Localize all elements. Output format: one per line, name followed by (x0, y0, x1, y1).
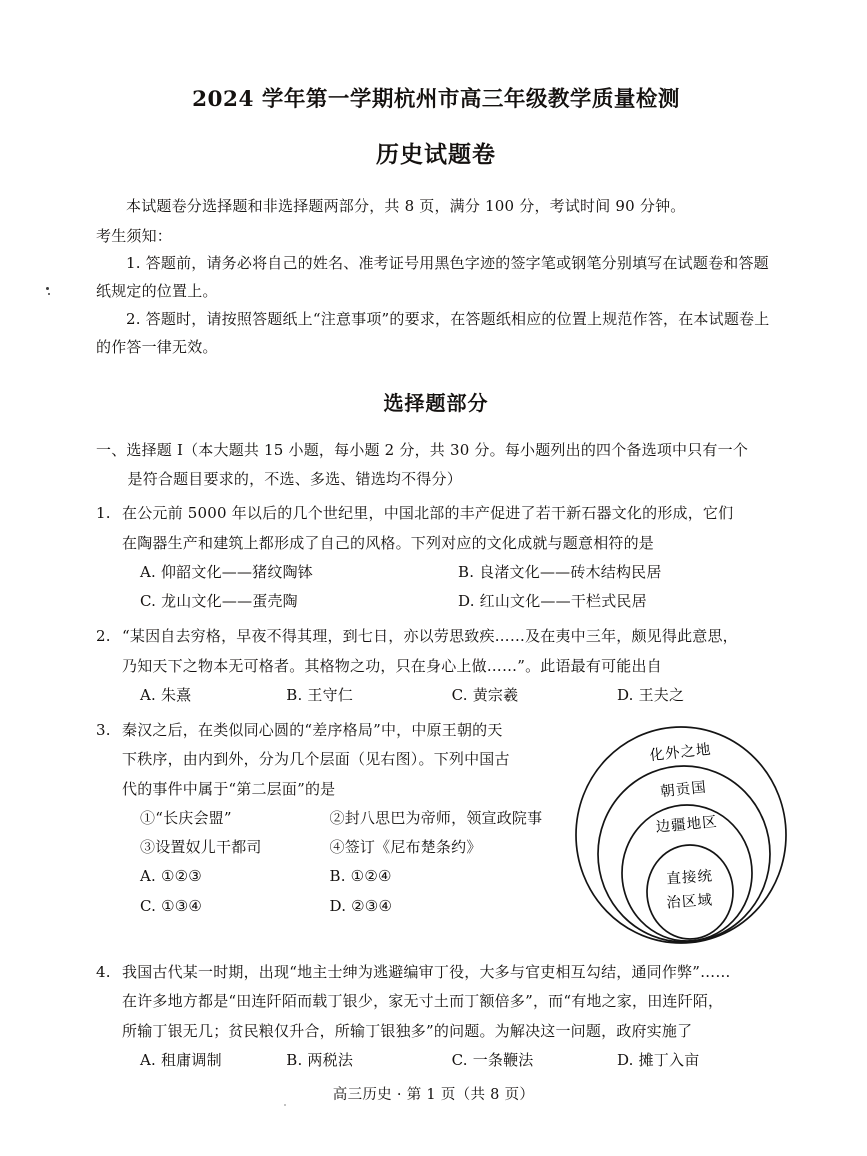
question-2-option-d[interactable]: D. 王夫之 (616, 685, 685, 704)
question-1-number: 1. (96, 504, 111, 523)
question-3-subitem-1: ①“长庆会盟” (140, 808, 232, 827)
question-3-subitem-2: ②封八思巴为帝师，领宣政院事 (329, 808, 543, 827)
question-1-option-a[interactable]: A. 仰韶文化——猪纹陶钵 (140, 562, 313, 581)
question-4-stem-line3: 所输丁银无几；贫民粮仅升合，所输丁银独多”的问题。为解决这一问题，政府实施了 (122, 1021, 693, 1040)
question-3-subitem-3: ③设置奴儿干都司 (140, 838, 262, 857)
page-footer: 高三历史 · 第 1 页（共 8 页） (332, 1087, 535, 1103)
question-3-subitem-4: ④签订《尼布楚条约》 (329, 838, 482, 857)
part-instructions (96, 436, 776, 493)
question-4-option-a[interactable]: A. 租庸调制 (140, 1050, 222, 1069)
question-4-option-d[interactable]: D. 摊丁入亩 (616, 1050, 700, 1069)
question-3-stem-line2: 下秩序，由内到外，分为几个层面（见右图）。下列中国古 (122, 750, 510, 769)
question-4-stem-line1: 我国古代某一时期，出现“地主士绅为逃避编审丁役，大多与官吏相互勾结，通同作弊”…… (122, 963, 731, 982)
ring-label-1: 化外之地 (648, 742, 713, 765)
concentric-circles-diagram (572, 724, 790, 944)
question-4-option-b[interactable]: B. 两税法 (286, 1050, 354, 1069)
question-3 (96, 716, 776, 948)
question-1-option-d[interactable]: D. 红山文化——干栏式民居 (458, 592, 647, 611)
notice-label: 考生须知： (96, 226, 173, 245)
question-3-stem-line1: 秦汉之后，在类似同心圆的“差序格局”中，中原王朝的天 (122, 721, 503, 740)
page-content (96, 86, 776, 1075)
notice-item-1: 1. 答题前，请务必将自己的姓名、准考证号用黑色字迹的签字笔或钢笔分别填写在试题卷和答题纸规定的位置上。 (96, 254, 769, 301)
question-3-subitems-row2 (122, 833, 552, 862)
exam-lead-text: 本试题卷分选择题和非选择题两部分，共 8 页，满分 100 分，考试时间 90 分钟。 (126, 196, 686, 215)
question-2-option-b[interactable]: B. 王守仁 (286, 685, 354, 704)
question-3-subitems-row1 (122, 804, 552, 833)
question-3-options-row2 (122, 892, 552, 921)
question-4-stem-line2: 在许多地方都是“田连阡陌而载丁银少，家无寸土而丁额倍多”，而“有地之家，田连阡陌， (122, 992, 724, 1011)
question-2-stem-line1: “某因自去穷格，早夜不得其理，到七日，亦以劳思致疾……及在夷中三年，颇见得此意思， (122, 627, 738, 646)
question-3-number: 3. (96, 721, 111, 740)
subject-title: 历史试题卷 (376, 140, 496, 168)
question-3-option-c[interactable]: C. ①③④ (140, 896, 203, 915)
question-1-options-row2 (122, 587, 776, 616)
ring-label-4b: 治区域 (665, 892, 714, 912)
question-3-option-b[interactable]: B. ①②④ (329, 867, 392, 886)
ring-label-2: 朝贡国 (659, 779, 708, 801)
question-2-option-c[interactable]: C. 黄宗羲 (451, 685, 519, 704)
section-title: 选择题部分 (383, 391, 489, 416)
part-instructions-line1: 一、选择题 I（本大题共 15 小题，每小题 2 分，共 30 分。每小题列出的四个备选项中只有一个 (96, 441, 749, 460)
question-2-options-row1 (122, 681, 776, 710)
question-3-option-a[interactable]: A. ①②③ (140, 867, 202, 886)
question-3-body (122, 716, 552, 921)
question-1 (96, 499, 776, 616)
question-4-option-c[interactable]: C. 一条鞭法 (451, 1050, 534, 1069)
question-1-option-b[interactable]: B. 良渚文化——砖木结构民居 (458, 562, 662, 581)
part-instructions-line2: 是符合题目要求的，不选、多选、错选均不得分） (127, 469, 462, 488)
page-title: 2024 学年第一学期杭州市高三年级教学质量检测 (192, 87, 680, 112)
question-3-options-row1 (122, 862, 552, 891)
question-2-stem-line2: 乃知天下之物本无可格者。其格物之功，只在身心上做……”。此语最有可能出自 (122, 656, 662, 675)
question-1-option-c[interactable]: C. 龙山文化——蛋壳陶 (140, 592, 298, 611)
ring-label-3: 边疆地区 (655, 814, 719, 836)
question-4-options-row1 (122, 1046, 776, 1075)
question-1-stem-line1: 在公元前 5000 年以后的几个世纪里，中国北部的丰产促进了若干新石器文化的形成，它们 (122, 504, 734, 523)
scan-speck (284, 1104, 286, 1106)
question-1-options-row1 (122, 558, 776, 587)
question-4-number: 4. (96, 963, 111, 982)
question-2 (96, 622, 776, 710)
scan-speck (46, 287, 49, 290)
question-3-stem-line3: 代的事件中属于“第二层面”的是 (122, 779, 336, 798)
question-4 (96, 958, 776, 1075)
question-3-option-d[interactable]: D. ②③④ (329, 896, 393, 915)
question-1-stem-line2: 在陶器生产和建筑上都形成了自己的风格。下列对应的文化成就与题意相符的是 (122, 533, 655, 552)
question-2-option-a[interactable]: A. 朱熹 (140, 685, 192, 704)
notice-item-2: 2. 答题时，请按照答题纸上“注意事项”的要求，在答题纸相应的位置上规范作答，在本试题卷上的作答一律无效。 (96, 309, 770, 356)
scan-speck (48, 293, 50, 295)
question-2-number: 2. (96, 627, 111, 646)
ring-label-4a: 直接统 (665, 868, 714, 888)
